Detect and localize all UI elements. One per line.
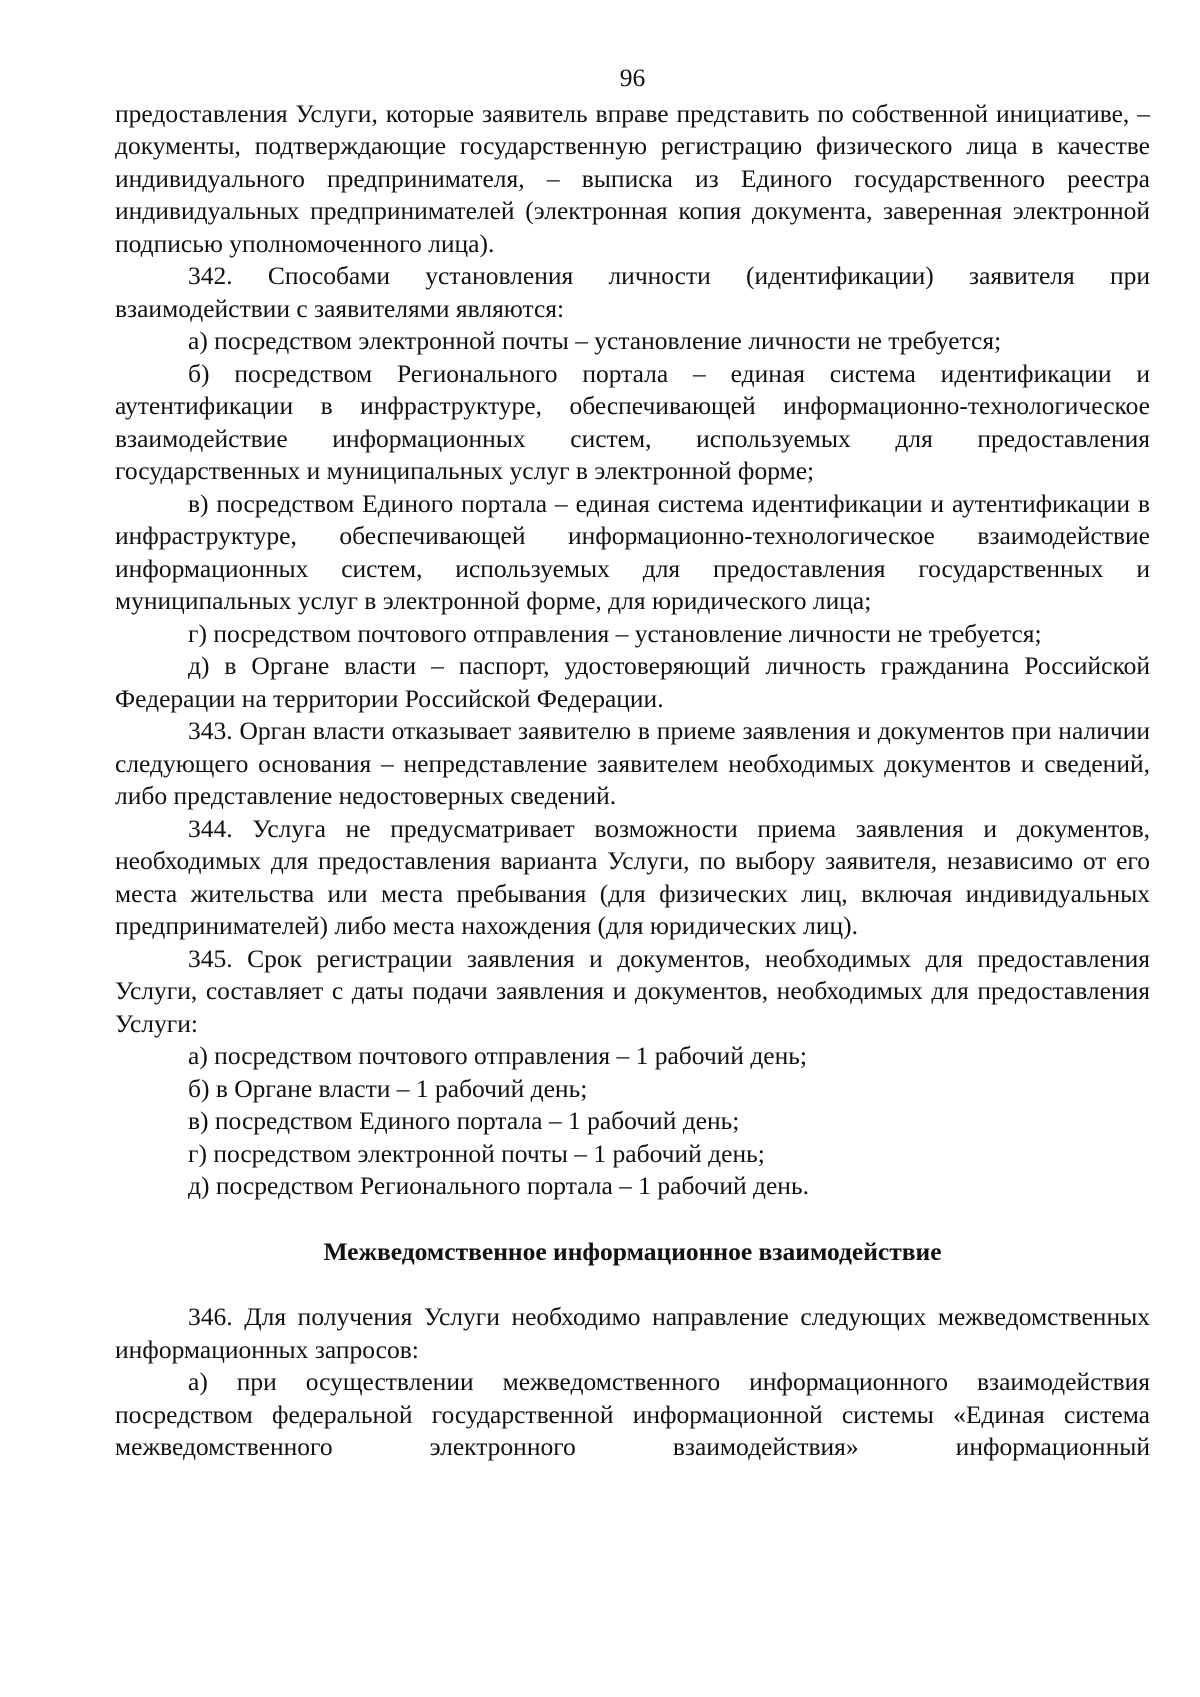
paragraph-345-a: а) посредством почтового отправления – 1 рабочий день;	[188, 1041, 807, 1070]
page-number: 96	[619, 63, 646, 92]
paragraph-342-b: б) посредством Регионального портала – единая система идентификации и аутентификации в инфраструктуре, обеспечивающей информационно-технологическое взаимодействие информационных систем, используемых для предоставления государственных и муниципальных услуг в электронной форме;	[115, 358, 1150, 485]
paragraph-342-v: в) посредством Единого портала – единая система идентификации и аутентификации в инфраструктуре, обеспечивающей информационно-технологическое взаимодействие информационных систем, используемых для предоставления государственных и муниципальных услуг в электронной форме, для юридического лица;	[115, 488, 1150, 615]
paragraph-345-v: в) посредством Единого портала – 1 рабочий день;	[188, 1106, 740, 1135]
paragraph-342: 342. Способами установления личности (идентификации) заявителя при взаимодействии с заявителями являются:	[115, 261, 1150, 323]
paragraph-346: 346. Для получения Услуги необходимо направление следующих межведомственных информационных запросов:	[115, 1302, 1150, 1364]
paragraph-346-a: а) при осуществлении межведомственного информационного взаимодействия посредством федеральной государственной информационной системы «Единая система межведомственного электронного взаимодействия» информационный	[115, 1367, 1150, 1461]
paragraph-344: 344. Услуга не предусматривает возможности приема заявления и документов, необходимых для предоставления варианта Услуги, по выбору заявителя, независимо от его места жительства или места пребывания (для физических лиц, включая индивидуальных предпринимателей) либо места нахождения (для юридических лиц).	[115, 813, 1150, 940]
paragraph-342-d: д) в Органе власти – паспорт, удостоверяющий личность гражданина Российской Федерации на территории Российской Федерации.	[115, 651, 1150, 713]
paragraph-345-b: б) в Органе власти – 1 рабочий день;	[188, 1073, 588, 1103]
paragraph-345: 345. Срок регистрации заявления и документов, необходимых для предоставления Услуги, составляет с даты подачи заявления и документов, необходимых для предоставления Услуги:	[115, 943, 1150, 1038]
paragraph-342-g: г) посредством почтового отправления – установление личности не требуется;	[188, 618, 1042, 648]
section-heading: Межведомственное информационное взаимодействие	[323, 1236, 942, 1266]
paragraph-342-a: а) посредством электронной почты – установление личности не требуется;	[188, 326, 1002, 355]
paragraph-345-g: г) посредством электронной почты – 1 рабочий день;	[188, 1138, 765, 1168]
paragraph-345-d: д) посредством Регионального портала – 1 рабочий день.	[188, 1171, 809, 1200]
document-page	[115, 62, 1150, 1464]
paragraph-343: 343. Орган власти отказывает заявителю в приеме заявления и документов при наличии следующего основания – непредставление заявителем необходимых документов и сведений, либо представление недостоверных сведений.	[115, 716, 1150, 810]
paragraph-continuation: предоставления Услуги, которые заявитель вправе представить по собственной инициативе, – документы, подтверждающие государственную регистрацию физического лица в качестве индивидуального предпринимателя, – выписка из Единого государственного реестра индивидуальных предпринимателей (электронная копия документа, заверенная электронной подписью уполномоченного лица).	[115, 98, 1150, 258]
